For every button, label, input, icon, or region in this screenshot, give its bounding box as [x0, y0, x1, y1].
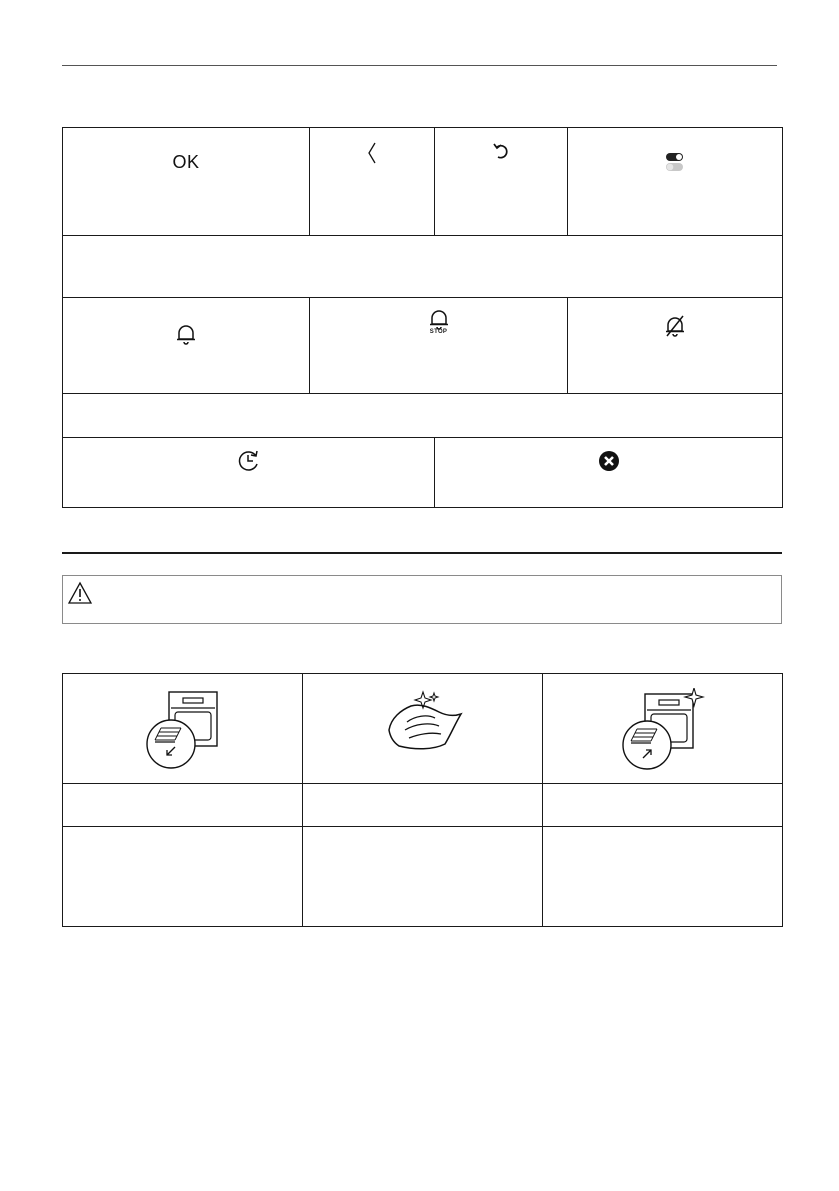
- bell-stop-cell: [310, 298, 568, 394]
- table-cell: [543, 827, 783, 927]
- table-row: [63, 784, 783, 827]
- table-row: [63, 827, 783, 927]
- chevron-left-icon: [366, 140, 378, 166]
- back-cell: [310, 128, 435, 236]
- oven-insert-tray-icon: [621, 688, 705, 770]
- section-rule: [62, 552, 782, 554]
- table-row: [63, 674, 783, 784]
- ok-cell: [63, 128, 310, 236]
- care-step-cell: [303, 674, 543, 784]
- table-cell: [303, 784, 543, 827]
- bell-stop-icon: [428, 308, 450, 335]
- table-row: [63, 438, 783, 508]
- care-step-cell: [63, 674, 303, 784]
- cancel-cell: [435, 438, 783, 508]
- table-row: [63, 236, 783, 298]
- warning-box: [62, 575, 782, 624]
- care-step-cell: [543, 674, 783, 784]
- toggle-switch-icon: [665, 152, 685, 172]
- undo-cell: [435, 128, 568, 236]
- table-cell: [63, 827, 303, 927]
- ok-text-icon: OK: [172, 152, 200, 172]
- bell-cell: [63, 298, 310, 394]
- description-cell: [63, 394, 783, 438]
- table-row: [63, 298, 783, 394]
- toggle-cell: [568, 128, 783, 236]
- top-rule: [62, 65, 777, 66]
- stop-label: STOP: [429, 329, 448, 335]
- cancel-circle-icon: [598, 450, 620, 472]
- oven-remove-tray-icon: [141, 690, 225, 770]
- table-row: [63, 128, 783, 236]
- undo-arrow-icon: [491, 141, 511, 161]
- hand-wipe-clean-icon: [381, 690, 465, 754]
- table-cell: [303, 827, 543, 927]
- clock-refresh-icon: [236, 448, 262, 474]
- clock-cell: [63, 438, 435, 508]
- warning-triangle-icon: [67, 581, 93, 605]
- description-cell: [63, 236, 783, 298]
- table-cell: [543, 784, 783, 827]
- care-table: [62, 673, 783, 927]
- table-cell: [63, 784, 303, 827]
- symbol-table: [62, 127, 783, 508]
- bell-icon: [175, 322, 197, 346]
- bell-muted-cell: [568, 298, 783, 394]
- bell-muted-icon: [663, 314, 687, 338]
- table-row: [63, 394, 783, 438]
